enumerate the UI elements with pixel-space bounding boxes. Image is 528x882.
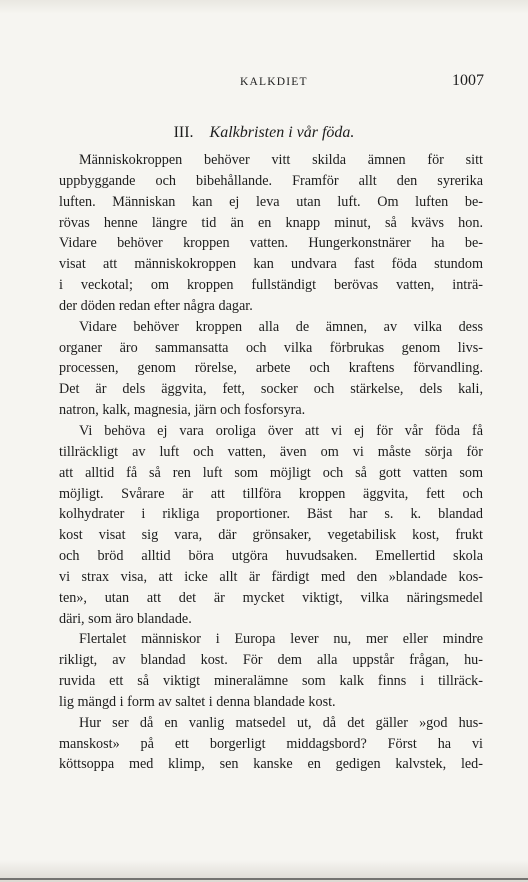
text-line: rövas henne längre tid än en knapp minut, så kvävs hon. — [59, 214, 483, 231]
text-line: ruvida ett så viktigt mineralämne som kalk finns i tillräck- — [59, 673, 483, 690]
section-title: Kalkbristen i vår föda. — [209, 124, 355, 141]
text-line: processen, genom rörelse, arbete och kraftens förvandling. — [59, 360, 483, 377]
text-line: kolhydrater i rikliga proportioner. Bäst har s. k. blandad — [59, 506, 483, 523]
text-line: luften. Människan kan ej leva utan luft. Om luften be- — [59, 193, 483, 210]
text-line: visat att människokroppen kan undvara fast föda stundom — [59, 256, 483, 273]
text-line: organer äro sammansatta och vilka förbrukas genom livs- — [59, 339, 483, 356]
text-line: Vi behöva ej vara oroliga över att vi ej för vår föda få — [79, 422, 483, 439]
text-line: däri, som äro blandade. — [59, 610, 192, 627]
page-top-edge — [0, 0, 528, 14]
text-line: ten», utan att det är mycket viktigt, vilka näringsmedel — [59, 589, 483, 606]
page-bottom-edge — [0, 860, 528, 882]
text-line: Flertalet människor i Europa lever nu, mer eller mindre — [79, 631, 483, 648]
section-heading — [0, 124, 528, 142]
text-line: kost visat sig vara, där grönsaker, vegetabilisk kost, frukt — [59, 527, 483, 544]
running-head: KALKDIET — [240, 76, 308, 88]
text-line: köttsoppa med klimp, sen kanske en gedigen kalvstek, led- — [59, 756, 483, 773]
text-line: Det är dels äggvita, fett, socker och stärkelse, dels kali, — [59, 381, 483, 398]
body-text — [59, 150, 483, 775]
text-line: vi strax visa, att icke allt är färdigt med den »blandade kos- — [59, 568, 483, 585]
text-line: rikligt, av blandad kost. För dem alla uppstår frågan, hu- — [59, 652, 483, 669]
section-number: III. — [173, 124, 194, 141]
text-line: Vidare behöver kroppen vatten. Hungerkonstnärer ha be- — [59, 235, 483, 252]
text-line: uppbyggande och bibehållande. Framför allt den syrerika — [59, 172, 483, 189]
text-line: der döden redan efter några dagar. — [59, 297, 253, 314]
text-line: Människokroppen behöver vitt skilda ämnen för sitt — [79, 152, 483, 168]
text-line: möjligt. Svårare är att tillföra kroppen äggvita, fett och — [59, 485, 483, 502]
text-line: lig mängd i form av saltet i denna blandade kost. — [59, 693, 336, 710]
text-line: natron, kalk, magnesia, järn och fosforsyra. — [59, 402, 306, 419]
text-line: manskost» på ett borgerligt middagsbord? Först ha vi — [59, 735, 483, 752]
text-line: och bröd alltid böra utgöra huvudsaken. Emellertid skola — [59, 548, 483, 565]
text-line: tillräckligt av luft och vatten, även om vi måste sörja för — [59, 443, 483, 460]
page-header — [60, 72, 484, 94]
text-line: Vidare behöver kroppen alla de ämnen, av vilka dess — [79, 318, 483, 335]
text-line: Hur ser då en vanlig matsedel ut, då det gäller »god hus- — [79, 714, 483, 731]
text-line: att alltid få så ren luft som möjligt och så gott vatten som — [59, 464, 483, 481]
page-number: 1007 — [452, 72, 484, 89]
text-line: i veckotal; om kroppen fullständigt berövas vatten, inträ- — [59, 277, 483, 294]
